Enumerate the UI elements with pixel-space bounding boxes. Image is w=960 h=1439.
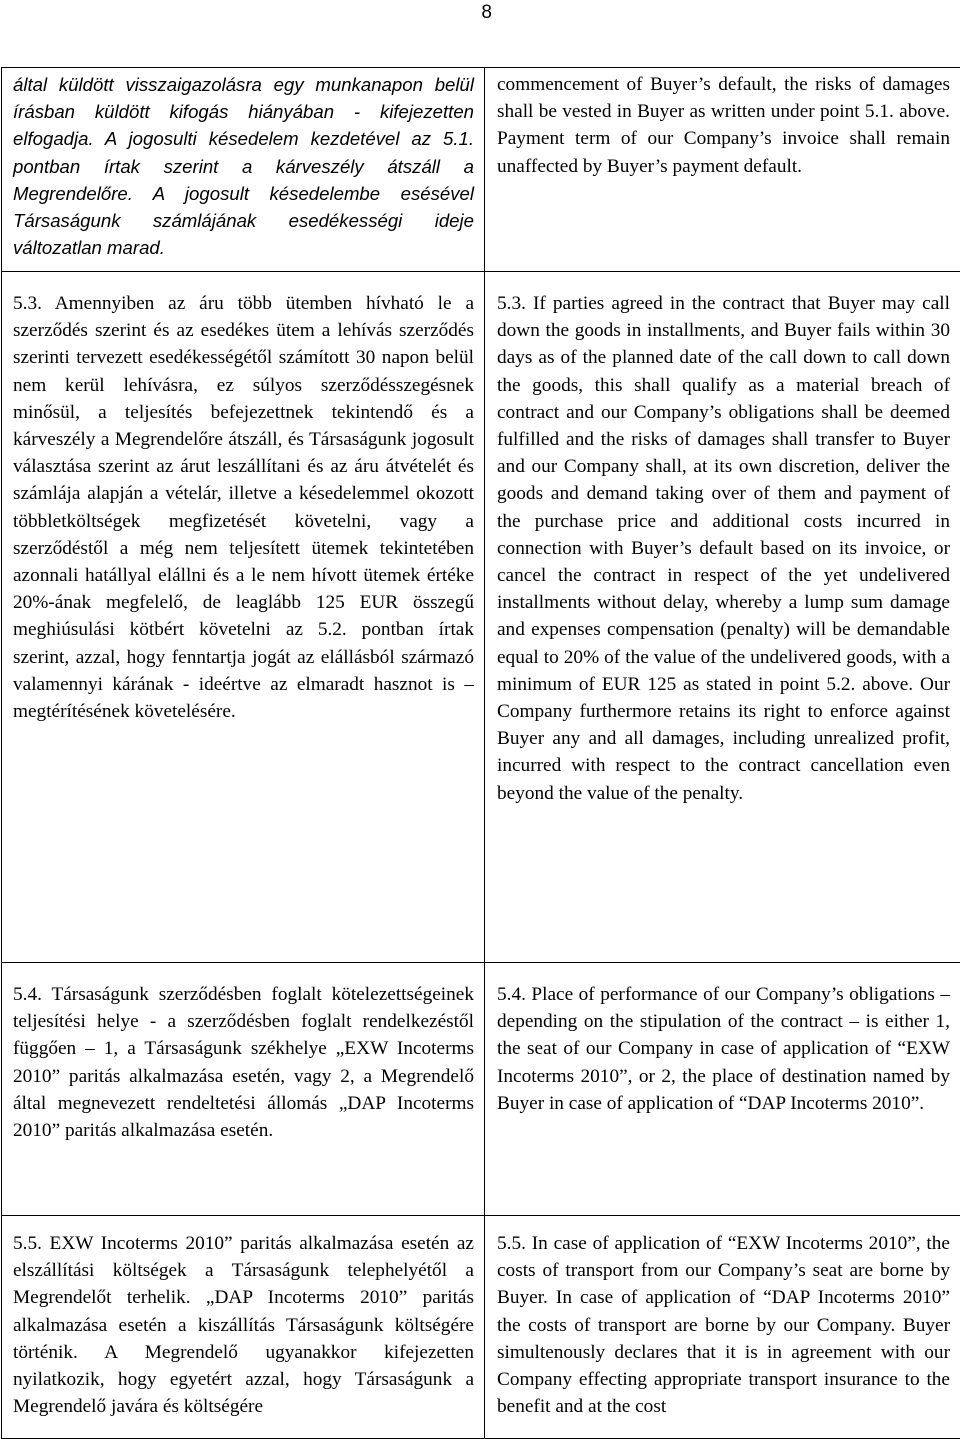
english-cell	[485, 1216, 960, 1439]
clause-text-en: commencement of Buyer’s default, the risks of damages shall be vested in Buyer as written under point 5.1. above. Payment term of our Company’s invoice shall remain unaffected by Buyer’s payment default.	[497, 71, 950, 180]
english-cell	[485, 963, 960, 1216]
hungarian-cell	[2, 68, 485, 272]
english-cell	[485, 68, 960, 272]
clause-5-3-hu: 5.3. Amennyiben az áru több ütemben hívható le a szerződés szerint és az esedékes ütem a lehívás szerződés szerinti tervezett esedékességétől számított 30 napon belül nem kerül lehívásra, ez súlyos szerződésszegésnek minősül, a teljesítés befejezettnek tekintendő és a kárveszély a Megrendelőre átszáll, és Társaságunk jogosult választása szerint az árut leszállítani és az áru átvételét és számlája alapján a vételár, illetve a késedelemmel okozott többletköltségek megfizetését követelni, vagy a szerződéstől a még nem teljesített ütemek tekintetében azonnali hatállyal elállni és a le nem hívott ütemek értéke 20%-ának megfelelő, de leaglább 125 EUR összegű meghiúsulási kötbért követelni az 5.2. pontban írtak szerint, azzal, hogy fenntartja jogát az elállásból származó valamennyi kárának - ideértve az elmaradt hasznot is – megtérítésének követelésére.	[13, 290, 474, 725]
clause-5-3-en: 5.3. If parties agreed in the contract that Buyer may call down the goods in installments, and Buyer fails within 30 days as of the planned date of the call down to call down the goods, this shall qualify as a material breach of contract and our Company’s obligations shall be deemed fulfilled and the risks of damages shall transfer to Buyer and our Company shall, at its own discretion, deliver the goods and demand taking over of them and payment of the purchase price and additional costs incurred in connection with Buyer’s default based on its invoice, or cancel the contract in respect of the yet undelivered installments without delay, whereby a lump sum damage and expenses compensation (penalty) will be demandable equal to 20% of the value of the undelivered goods, with a minimum of EUR 125 as stated in point 5.2. above. Our Company furthermore retains its right to enforce against Buyer any and all damages, including unrealized profit, incurred with respect to the contract cancellation even beyond the value of the penalty.	[497, 290, 950, 807]
hungarian-cell	[2, 1216, 485, 1439]
english-cell	[485, 272, 960, 963]
bilingual-terms-table	[1, 67, 960, 1439]
table-row	[2, 1216, 960, 1439]
clause-5-5-en: 5.5. In case of application of “EXW Incoterms 2010”, the costs of transport from our Company’s seat are borne by Buyer. In case of application of “DAP Incoterms 2010” the costs of transport are borne by our Company. Buyer simultenously declares that it is in agreement with our Company effecting appropriate transport insurance to the benefit and at the cost	[497, 1230, 950, 1420]
clause-5-4-en: 5.4. Place of performance of our Company’s obligations – depending on the stipulation of the contract – is either 1, the seat of our Company in case of application of “EXW Incoterms 2010”, or 2, the place of destination named by Buyer in case of application of “DAP Incoterms 2010”.	[497, 981, 950, 1117]
table-row	[2, 963, 960, 1216]
page-number: 8	[481, 2, 492, 24]
clause-text-hu: által küldött visszaigazolásra egy munkanapon belül írásban küldött kifogás hiányában - kifejezetten elfogadja. A jogosulti késedelem kezdetével az 5.1. pontban írtak szerint a kárveszély átszáll a Megrendelőre. A jogosult késedelembe esésével Társaságunk számlájának esedékességi ideje változatlan marad.	[13, 71, 474, 261]
table-row	[2, 68, 960, 272]
hungarian-cell	[2, 963, 485, 1216]
clause-5-5-hu: 5.5. EXW Incoterms 2010” paritás alkalmazása esetén az elszállítási költségek a Társaságunk telephelyétől a Megrendelőt terhelik. „DAP Incoterms 2010” paritás alkalmazása esetén a kiszállítás Társaságunk költségére történik. A Megrendelő ugyanakkor kifejezetten nyilatkozik, hogy egyetért azzal, hogy Társaságunk a Megrendelő javára és költségére	[13, 1230, 474, 1420]
table-row	[2, 272, 960, 963]
clause-5-4-hu: 5.4. Társaságunk szerződésben foglalt kötelezettségeinek teljesítési helye - a szerződésben foglalt rendelkezéstől függően – 1, a Társaságunk székhelye „EXW Incoterms 2010” paritás alkalmazása esetén, vagy 2, a Megrendelő által megnevezett rendeltetési állomás „DAP Incoterms 2010” paritás alkalmazása esetén.	[13, 981, 474, 1144]
hungarian-cell	[2, 272, 485, 963]
